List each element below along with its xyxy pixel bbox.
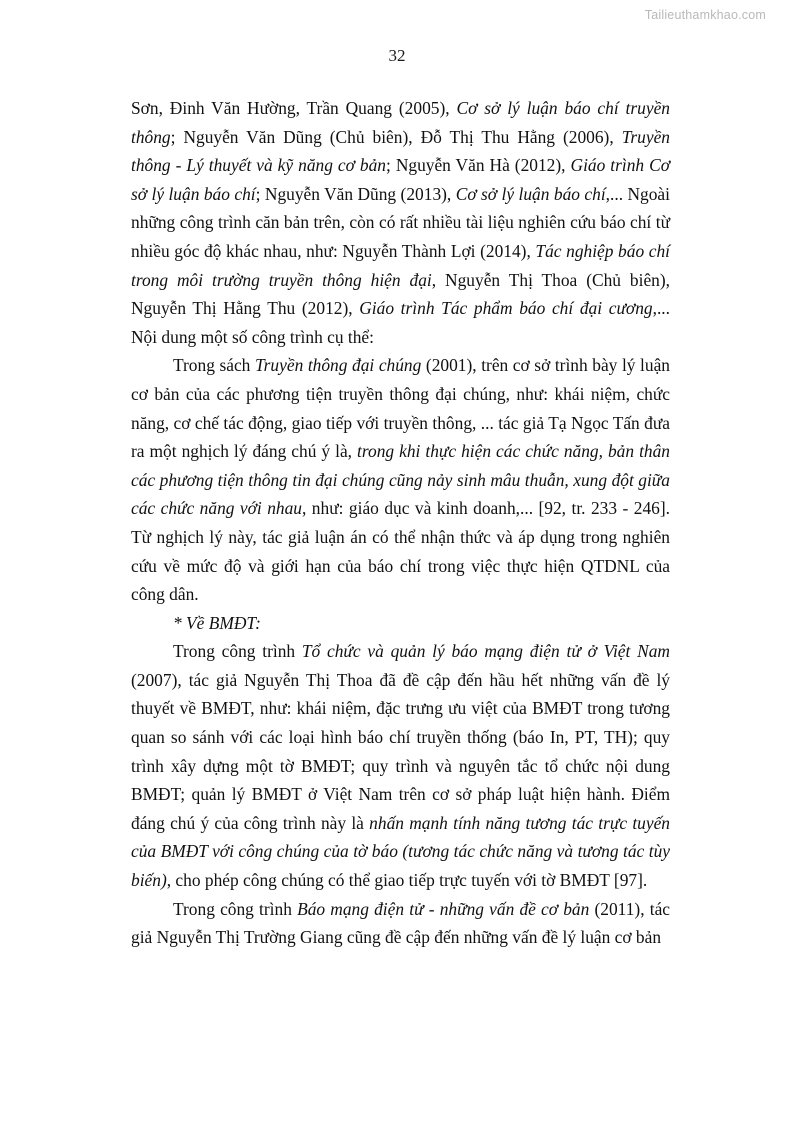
text-run: , cho phép công chúng có thể giao tiếp trực tuyến với tờ BMĐT [97]. xyxy=(166,870,648,891)
italic-run: Cơ sở lý luận báo chí xyxy=(455,183,606,204)
body-paragraph xyxy=(131,351,670,608)
italic-run: nhấn mạnh tính năng tương tác trực tuyến của BMĐT với công chúng của tờ báo (tương tác chức năng và tương tác tùy biến) xyxy=(131,812,670,891)
text-run: ,... Ngoài những công trình căn bản trên, còn có rất nhiều tài liệu nghiên cứu báo chí từ nhiều góc độ khác nhau, như: Nguyễn Thành Lợi (2014), xyxy=(131,183,670,261)
body-paragraph xyxy=(131,895,670,952)
italic-run: Giáo trình Cơ sở lý luận báo chí xyxy=(131,155,670,204)
text-run: , Nguyễn Thị Thoa (Chủ biên), Nguyễn Thị Hằng Thu (2012), xyxy=(131,269,671,319)
page-body xyxy=(131,94,670,952)
italic-run: Tác nghiệp báo chí trong môi trường truyền thông hiện đại xyxy=(131,240,671,290)
text-run: Trong sách xyxy=(173,355,255,376)
text-run: ; Nguyễn Văn Hà (2012), xyxy=(385,155,571,176)
text-run: (2007), tác giả Nguyễn Thị Thoa đã đề cập đến hầu hết những vấn đề lý thuyết về BMĐT, như: khái niệm, đặc trưng ưu việt của BMĐT trong tương quan so sánh với các loại hình báo chí truyền thống (báo In, PT, TH); quy trình xây dựng một tờ BMĐT; quy trình và nguyên tắc tổ chức nội dung BMĐT; quản lý BMĐT ở Việt Nam trên cơ sở pháp luật hiện hành. Điểm đáng chú ý của công trình này là xyxy=(131,669,670,833)
section-heading xyxy=(131,609,670,638)
watermark-text: Tailieuthamkhao.com xyxy=(644,8,766,22)
italic-run: Giáo trình Tác phẩm báo chí đại cương xyxy=(359,298,653,319)
text-run: Trong công trình xyxy=(173,898,298,919)
italic-run: Cơ sở lý luận báo chí truyền thông xyxy=(131,98,670,147)
text-run: ; Nguyễn Văn Dũng (Chủ biên), Đỗ Thị Thu Hằng (2006), xyxy=(170,126,622,147)
italic-run: Truyền thông đại chúng xyxy=(254,355,422,376)
text-run: (2011), tác giả Nguyễn Thị Trường Giang cũng đề cập đến những vấn đề lý luận cơ bản xyxy=(131,898,671,948)
text-run: ; Nguyễn Văn Dũng (2013), xyxy=(255,183,456,204)
text-run: Trong công trình xyxy=(173,641,302,662)
italic-run: trong khi thực hiện các chức năng, bản thân các phương tiện thông tin đại chúng cũng nảy sinh mâu thuẫn, xung đột giữa các chức năng với nhau xyxy=(131,441,670,519)
page-number: 32 xyxy=(388,46,406,65)
text-run: Sơn, Đinh Văn Hường, Trần Quang (2005), xyxy=(131,98,457,118)
body-paragraph xyxy=(131,94,670,351)
italic-run: Tổ chức và quản lý báo mạng điện tử ở Việt Nam xyxy=(301,641,670,662)
body-paragraph xyxy=(131,637,670,894)
text-run: (2001), trên cơ sở trình bày lý luận cơ bản của các phương tiện truyền thông đại chúng, như: khái niệm, chức năng, cơ chế tác động, giao tiếp với truyền thông, ... tác giả Tạ Ngọc Tấn đưa ra một nghịch lý đáng chú ý là, xyxy=(131,355,670,462)
italic-run: Truyền thông - Lý thuyết và kỹ năng cơ bản xyxy=(131,126,670,176)
italic-run: Báo mạng điện tử - những vấn đề cơ bản xyxy=(297,898,590,919)
text-run: ,... Nội dung một số công trình cụ thể: xyxy=(131,298,670,347)
text-run: , như: giáo dục và kinh doanh,... [92, tr. 233 - 246]. Từ nghịch lý này, tác giả luận án có thể nhận thức và áp dụng trong nghiên cứu về mức độ và giới hạn của báo chí trong việc thực hiện QTDNL của công dân. xyxy=(131,498,670,605)
italic-run: * Về BMĐT: xyxy=(173,612,261,633)
